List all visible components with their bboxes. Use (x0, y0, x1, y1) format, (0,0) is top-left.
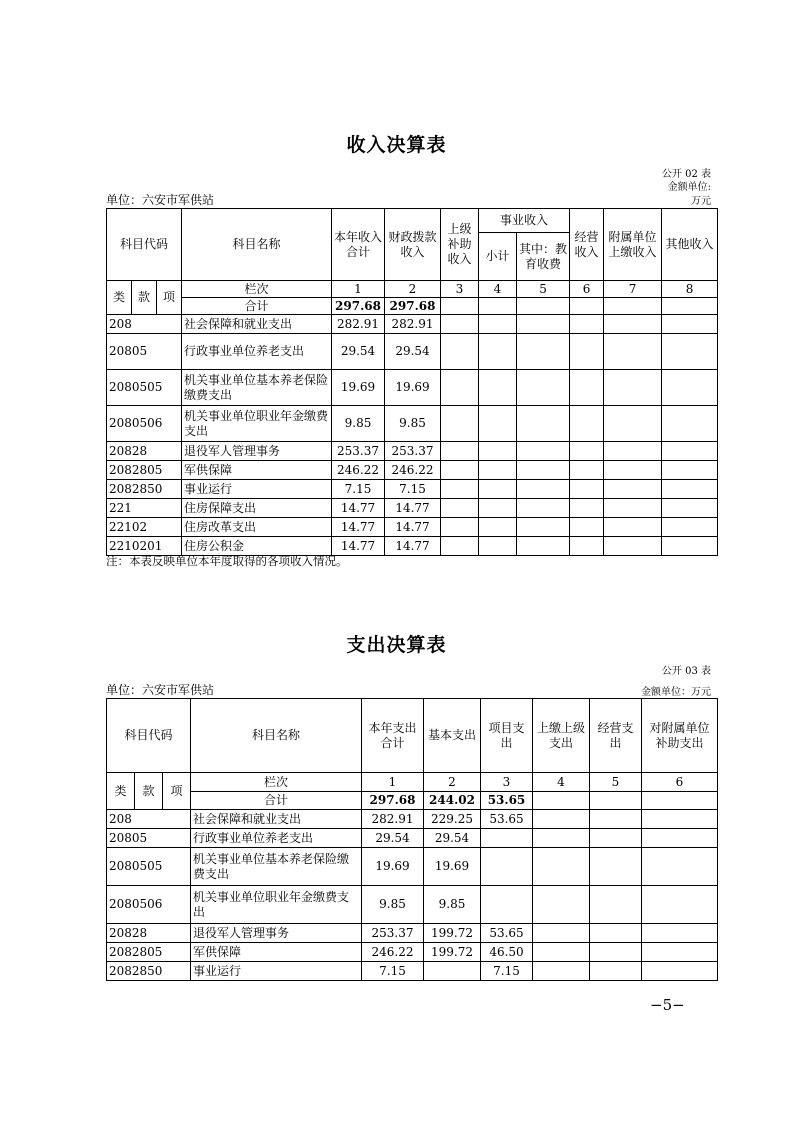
empty-cell (642, 962, 718, 981)
expense-title: 支出决算表 (346, 634, 447, 656)
amount-project: 53.65 (481, 924, 533, 943)
empty-cell (517, 370, 570, 406)
amount-basic (424, 962, 481, 981)
subject-code: 20828 (107, 442, 182, 461)
empty-cell (441, 334, 479, 370)
empty-cell (662, 406, 718, 442)
amount-total: 7.15 (332, 480, 385, 499)
income-header-c8: 其他收入 (662, 209, 718, 281)
empty-cell (517, 406, 570, 442)
subject-code: 2082850 (107, 962, 191, 981)
income-total-value: 297.68 (385, 298, 441, 315)
amount-fiscal: 7.15 (385, 480, 441, 499)
empty-cell (642, 848, 718, 886)
empty-cell (517, 518, 570, 537)
expense-total-value: 297.68 (362, 792, 424, 810)
empty-cell (570, 537, 604, 556)
empty-cell (441, 461, 479, 480)
income-col-num: 7 (604, 281, 662, 298)
income-header-c7: 附属单位上缴收入 (604, 209, 662, 281)
empty-cell (590, 829, 642, 848)
expense-table (106, 698, 718, 981)
expense-header-c6: 对附属单位补助支出 (642, 699, 718, 773)
income-note: 注：本表反映单位本年度取得的各项收入情况。 (106, 554, 348, 568)
empty-cell (604, 406, 662, 442)
empty-cell (642, 924, 718, 943)
amount-total: 246.22 (362, 943, 424, 962)
empty-cell (570, 461, 604, 480)
subject-code: 221 (107, 499, 182, 518)
empty-cell (441, 315, 479, 334)
amount-fiscal: 282.91 (385, 315, 441, 334)
empty-cell (517, 315, 570, 334)
empty-cell (517, 499, 570, 518)
subject-name: 住房公积金 (182, 537, 332, 556)
expense-unit: 金额单位：万元 (641, 687, 711, 698)
amount-basic: 9.85 (424, 886, 481, 924)
subject-code: 2082805 (107, 943, 191, 962)
income-title: 收入决算表 (346, 134, 447, 156)
subject-code: 2082850 (107, 480, 182, 499)
amount-project: 46.50 (481, 943, 533, 962)
subject-name: 退役军人管理事务 (191, 924, 362, 943)
amount-fiscal: 14.77 (385, 499, 441, 518)
table-row (107, 886, 718, 924)
amount-total: 9.85 (362, 886, 424, 924)
empty-cell (662, 370, 718, 406)
amount-total: 282.91 (362, 810, 424, 829)
subject-code: 2082805 (107, 461, 182, 480)
empty-cell (604, 518, 662, 537)
empty-cell (479, 518, 517, 537)
income-form-number: 公开 02 表 (661, 169, 711, 180)
subject-code: 208 (107, 810, 191, 829)
table-row (107, 962, 718, 981)
expense-col-num: 2 (424, 773, 481, 792)
amount-total: 14.77 (332, 537, 385, 556)
subject-code: 20805 (107, 829, 191, 848)
subject-code: 2080505 (107, 370, 182, 406)
empty-cell (662, 315, 718, 334)
amount-basic: 199.72 (424, 924, 481, 943)
income-col-num: 4 (479, 281, 517, 298)
expense-header-lei: 类 (107, 773, 135, 810)
subject-name: 机关事业单位职业年金缴费支出 (191, 886, 362, 924)
subject-name: 行政事业单位养老支出 (191, 829, 362, 848)
empty-cell (479, 370, 517, 406)
empty-cell (479, 480, 517, 499)
empty-cell (517, 334, 570, 370)
empty-cell (570, 370, 604, 406)
amount-fiscal: 9.85 (385, 406, 441, 442)
subject-code: 20805 (107, 334, 182, 370)
empty-cell (642, 943, 718, 962)
income-col-num: 3 (441, 281, 479, 298)
subject-name: 机关事业单位基本养老保险缴费支出 (182, 370, 332, 406)
income-total-value: 297.68 (332, 298, 385, 315)
amount-basic: 29.54 (424, 829, 481, 848)
table-row (107, 848, 718, 886)
empty-cell (517, 480, 570, 499)
empty-cell (441, 499, 479, 518)
empty-cell (590, 943, 642, 962)
empty-cell (604, 370, 662, 406)
expense-col-num: 6 (642, 773, 718, 792)
subject-name: 机关事业单位职业年金缴费支出 (182, 406, 332, 442)
table-row (107, 442, 718, 461)
amount-fiscal: 246.22 (385, 461, 441, 480)
income-org-name: 单位：六安市军供站 (106, 193, 215, 207)
amount-total: 14.77 (332, 518, 385, 537)
expense-header-c2: 基本支出 (424, 699, 481, 773)
empty-cell (662, 499, 718, 518)
empty-cell (533, 924, 590, 943)
subject-name: 军供保障 (182, 461, 332, 480)
expense-header-c1: 本年支出合计 (362, 699, 424, 773)
income-table (106, 208, 718, 556)
table-row (107, 406, 718, 442)
empty-cell (604, 442, 662, 461)
amount-fiscal: 253.37 (385, 442, 441, 461)
amount-basic: 19.69 (424, 848, 481, 886)
empty-cell (590, 924, 642, 943)
amount-project (481, 886, 533, 924)
page-number: −5− (650, 996, 685, 1014)
expense-header-c4: 上缴上级支出 (533, 699, 590, 773)
table-row (107, 370, 718, 406)
income-header-code: 科目代码 (107, 209, 182, 281)
expense-header-c3: 项目支出 (481, 699, 533, 773)
empty-cell (570, 406, 604, 442)
expense-total-value: 53.65 (481, 792, 533, 810)
expense-col-num: 5 (590, 773, 642, 792)
empty-cell (441, 518, 479, 537)
empty-cell (642, 886, 718, 924)
subject-code: 22102 (107, 518, 182, 537)
empty-cell (662, 480, 718, 499)
expense-header-c5: 经营支出 (590, 699, 642, 773)
income-header-lei: 类 (107, 281, 132, 315)
empty-cell (570, 315, 604, 334)
income-col-num: 8 (662, 281, 718, 298)
amount-total: 253.37 (362, 924, 424, 943)
income-unit-value: 万元 (691, 196, 711, 207)
amount-basic: 229.25 (424, 810, 481, 829)
income-header-c6: 经营收入 (570, 209, 604, 281)
expense-header-kuan: 款 (135, 773, 163, 810)
table-row (107, 480, 718, 499)
table-row (107, 315, 718, 334)
amount-fiscal: 14.77 (385, 537, 441, 556)
amount-total: 9.85 (332, 406, 385, 442)
empty-cell (517, 461, 570, 480)
income-header-name: 科目名称 (182, 209, 332, 281)
empty-cell (604, 315, 662, 334)
subject-name: 事业运行 (191, 962, 362, 981)
amount-fiscal: 14.77 (385, 518, 441, 537)
subject-name: 退役军人管理事务 (182, 442, 332, 461)
table-row (107, 810, 718, 829)
income-header-c5: 其中：教育收费 (517, 233, 570, 281)
amount-total: 253.37 (332, 442, 385, 461)
income-total-label: 合计 (182, 298, 332, 315)
empty-cell (441, 370, 479, 406)
subject-name: 行政事业单位养老支出 (182, 334, 332, 370)
empty-cell (570, 334, 604, 370)
expense-col-num: 1 (362, 773, 424, 792)
empty-cell (570, 442, 604, 461)
empty-cell (441, 406, 479, 442)
empty-cell (570, 480, 604, 499)
expense-col-num: 3 (481, 773, 533, 792)
income-col-num: 6 (570, 281, 604, 298)
expense-total-value: 244.02 (424, 792, 481, 810)
income-header-xiang: 项 (157, 281, 182, 315)
empty-cell (479, 406, 517, 442)
amount-total: 19.69 (332, 370, 385, 406)
subject-code: 2210201 (107, 537, 182, 556)
empty-cell (604, 480, 662, 499)
amount-total: 14.77 (332, 499, 385, 518)
empty-cell (533, 810, 590, 829)
income-lanci-label: 栏次 (182, 281, 332, 298)
income-header-c3: 上级补助收入 (441, 209, 479, 281)
expense-org-name: 单位：六安市军供站 (106, 683, 215, 697)
table-row (107, 518, 718, 537)
expense-header-code: 科目代码 (107, 699, 191, 773)
amount-project: 7.15 (481, 962, 533, 981)
subject-code: 2080506 (107, 886, 191, 924)
expense-col-num: 4 (533, 773, 590, 792)
empty-cell (662, 461, 718, 480)
empty-cell (517, 442, 570, 461)
table-row (107, 829, 718, 848)
empty-cell (590, 962, 642, 981)
empty-cell (590, 848, 642, 886)
amount-fiscal: 19.69 (385, 370, 441, 406)
amount-total: 29.54 (332, 334, 385, 370)
expense-lanci-label: 栏次 (191, 773, 362, 792)
empty-cell (517, 537, 570, 556)
subject-code: 20828 (107, 924, 191, 943)
empty-cell (533, 829, 590, 848)
amount-total: 282.91 (332, 315, 385, 334)
empty-cell (479, 442, 517, 461)
expense-header-xiang: 项 (163, 773, 191, 810)
empty-cell (533, 943, 590, 962)
subject-name: 住房保障支出 (182, 499, 332, 518)
empty-cell (441, 480, 479, 499)
table-row (107, 334, 718, 370)
amount-total: 29.54 (362, 829, 424, 848)
empty-cell (662, 537, 718, 556)
amount-basic: 199.72 (424, 943, 481, 962)
income-header-kuan: 款 (132, 281, 157, 315)
empty-cell (533, 962, 590, 981)
amount-project: 53.65 (481, 810, 533, 829)
empty-cell (533, 886, 590, 924)
amount-project (481, 829, 533, 848)
amount-total: 19.69 (362, 848, 424, 886)
income-col-num: 1 (332, 281, 385, 298)
table-row (107, 499, 718, 518)
subject-name: 军供保障 (191, 943, 362, 962)
empty-cell (590, 810, 642, 829)
expense-total-label: 合计 (191, 792, 362, 810)
empty-cell (441, 537, 479, 556)
empty-cell (590, 886, 642, 924)
subject-code: 208 (107, 315, 182, 334)
subject-name: 社会保障和就业支出 (182, 315, 332, 334)
empty-cell (479, 315, 517, 334)
income-header-c1: 本年收入合计 (332, 209, 385, 281)
empty-cell (570, 499, 604, 518)
empty-cell (570, 518, 604, 537)
empty-cell (479, 499, 517, 518)
empty-cell (604, 537, 662, 556)
empty-cell (604, 499, 662, 518)
amount-total: 246.22 (332, 461, 385, 480)
subject-code: 2080505 (107, 848, 191, 886)
income-header-c2: 财政拨款收入 (385, 209, 441, 281)
empty-cell (604, 334, 662, 370)
income-unit-label: 金额单位: (667, 182, 711, 193)
empty-cell (441, 442, 479, 461)
empty-cell (642, 829, 718, 848)
subject-name: 机关事业单位基本养老保险缴费支出 (191, 848, 362, 886)
empty-cell (479, 461, 517, 480)
subject-name: 住房改革支出 (182, 518, 332, 537)
income-header-group: 事业收入 (479, 209, 570, 233)
subject-name: 事业运行 (182, 480, 332, 499)
subject-code: 2080506 (107, 406, 182, 442)
amount-total: 7.15 (362, 962, 424, 981)
subject-name: 社会保障和就业支出 (191, 810, 362, 829)
expense-header-name: 科目名称 (191, 699, 362, 773)
empty-cell (662, 334, 718, 370)
table-row (107, 943, 718, 962)
empty-cell (662, 442, 718, 461)
empty-cell (662, 518, 718, 537)
empty-cell (533, 848, 590, 886)
income-col-num: 2 (385, 281, 441, 298)
amount-fiscal: 29.54 (385, 334, 441, 370)
amount-project (481, 848, 533, 886)
income-col-num: 5 (517, 281, 570, 298)
expense-form-number: 公开 03 表 (661, 666, 711, 677)
empty-cell (642, 810, 718, 829)
empty-cell (479, 537, 517, 556)
empty-cell (604, 461, 662, 480)
empty-cell (479, 334, 517, 370)
income-header-c4: 小计 (479, 233, 517, 281)
table-row (107, 461, 718, 480)
table-row (107, 924, 718, 943)
